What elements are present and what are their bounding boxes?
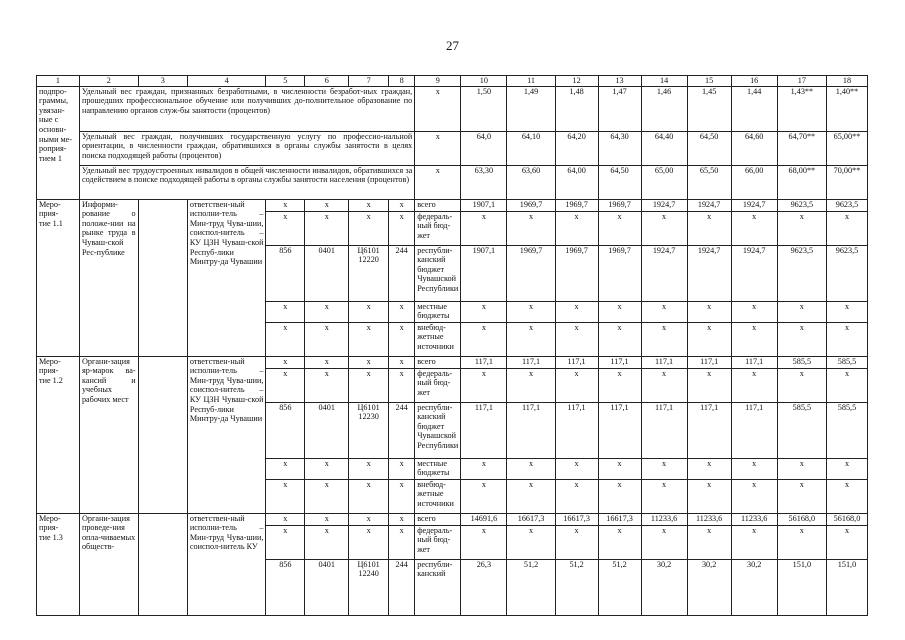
funding-value: x xyxy=(507,458,555,479)
measure-description: Органи-зация проведе-ния опла-чиваемых обществ- xyxy=(79,513,138,615)
funding-value: 585,5 xyxy=(777,402,826,458)
indicator-value: 64,0 xyxy=(461,131,507,165)
funding-value: 117,1 xyxy=(598,402,641,458)
funding-source: республи-канский xyxy=(415,559,461,615)
funding-value: x xyxy=(687,458,731,479)
indicator-mark: x xyxy=(415,165,461,199)
header-cell: 13 xyxy=(598,76,641,87)
budget-code: x xyxy=(305,513,349,525)
funding-value: 11233,6 xyxy=(687,513,731,525)
funding-value: x xyxy=(731,301,777,322)
measure-name: Меро- прия- тие 1.2 xyxy=(37,356,80,513)
funding-value: x xyxy=(641,458,687,479)
header-cell: 14 xyxy=(641,76,687,87)
budget-code: x xyxy=(266,368,305,402)
indicator-value: 1,45 xyxy=(687,86,731,131)
budget-code: 856 xyxy=(266,402,305,458)
funding-value: x xyxy=(777,479,826,513)
funding-value: 117,1 xyxy=(731,356,777,368)
indicator-value: 64,70** xyxy=(777,131,826,165)
indicator-value: 1,46 xyxy=(641,86,687,131)
funding-value: 9623,5 xyxy=(777,199,826,211)
measure-row xyxy=(37,513,868,525)
funding-value: x xyxy=(777,368,826,402)
funding-value: 16617,3 xyxy=(507,513,555,525)
indicator-value: 64,20 xyxy=(555,131,598,165)
indicator-value: 63,60 xyxy=(507,165,555,199)
budget-code: x xyxy=(349,199,389,211)
indicator-value: 64,50 xyxy=(687,131,731,165)
budget-code: x xyxy=(305,479,349,513)
budget-code: x xyxy=(305,322,349,356)
budget-code: x xyxy=(305,525,349,559)
funding-value: x xyxy=(731,322,777,356)
funding-value: x xyxy=(461,458,507,479)
budget-code: x xyxy=(389,322,415,356)
budget-code: 244 xyxy=(389,402,415,458)
funding-value: x xyxy=(507,322,555,356)
budget-code: x xyxy=(266,458,305,479)
funding-value: x xyxy=(826,479,867,513)
budget-code: x xyxy=(305,199,349,211)
funding-value: x xyxy=(777,322,826,356)
funding-value: 9623,5 xyxy=(777,245,826,301)
measure-empty xyxy=(138,199,187,356)
budget-code: x xyxy=(305,211,349,245)
budget-code: x xyxy=(349,211,389,245)
funding-value: 11233,6 xyxy=(641,513,687,525)
funding-value: x xyxy=(461,211,507,245)
funding-value: x xyxy=(555,301,598,322)
indicator-value: 64,00 xyxy=(555,165,598,199)
funding-value: 1969,7 xyxy=(507,199,555,211)
funding-value: x xyxy=(777,525,826,559)
funding-value: 1924,7 xyxy=(731,199,777,211)
budget-code: x xyxy=(305,356,349,368)
indicator-text: Удельный вес граждан, признанных безработными, в численности безработ-ных граждан, прошедших профессиональное обучение или получивших до-полнительное образование по направлению органов служ-бы занятости (процентов) xyxy=(79,86,414,131)
budget-code: x xyxy=(266,301,305,322)
header-cell: 17 xyxy=(777,76,826,87)
budget-code: x xyxy=(349,513,389,525)
indicator-value: 1,50 xyxy=(461,86,507,131)
funding-value: 51,2 xyxy=(598,559,641,615)
budget-code: x xyxy=(266,479,305,513)
funding-value: 51,2 xyxy=(555,559,598,615)
header-cell: 4 xyxy=(187,76,266,87)
header-cell: 12 xyxy=(555,76,598,87)
funding-value: 1924,7 xyxy=(641,199,687,211)
header-cell: 1 xyxy=(37,76,80,87)
funding-value: 585,5 xyxy=(826,402,867,458)
funding-value: x xyxy=(731,458,777,479)
measure-description: Органи-зация яр-марок ва-кансий и учебных рабочих мест xyxy=(79,356,138,513)
indicator-value: 1,47 xyxy=(598,86,641,131)
funding-value: x xyxy=(641,211,687,245)
funding-value: x xyxy=(826,322,867,356)
funding-value: 117,1 xyxy=(641,402,687,458)
funding-source: внебюд-жетные источники xyxy=(415,479,461,513)
funding-value: 585,5 xyxy=(777,356,826,368)
header-cell: 8 xyxy=(389,76,415,87)
header-cell: 9 xyxy=(415,76,461,87)
funding-value: x xyxy=(507,525,555,559)
funding-source: всего xyxy=(415,199,461,211)
funding-source: республи-канский бюджет Чувашской Республики xyxy=(415,402,461,458)
indicator-value: 70,00** xyxy=(826,165,867,199)
funding-source: местные бюджеты xyxy=(415,458,461,479)
budget-table xyxy=(36,75,868,616)
header-cell: 2 xyxy=(79,76,138,87)
funding-value: x xyxy=(598,368,641,402)
header-cell: 16 xyxy=(731,76,777,87)
funding-value: 1924,7 xyxy=(731,245,777,301)
funding-value: 30,2 xyxy=(687,559,731,615)
indicator-value: 64,40 xyxy=(641,131,687,165)
funding-value: x xyxy=(826,458,867,479)
indicator-value: 65,00 xyxy=(641,165,687,199)
page-number: 27 xyxy=(446,38,459,53)
subprogram-label: подпро- граммы, увязан- ные с основн- ными ме- роприя- тием 1 xyxy=(37,86,80,199)
budget-code: 0401 xyxy=(305,402,349,458)
funding-value: 1969,7 xyxy=(555,199,598,211)
budget-code: x xyxy=(349,322,389,356)
funding-value: x xyxy=(598,458,641,479)
funding-source: федераль-ный бюд-жет xyxy=(415,211,461,245)
funding-value: x xyxy=(461,479,507,513)
funding-value: x xyxy=(598,301,641,322)
funding-value: x xyxy=(641,368,687,402)
budget-code: x xyxy=(266,525,305,559)
funding-value: 117,1 xyxy=(641,356,687,368)
indicator-value: 64,60 xyxy=(731,131,777,165)
indicator-value: 64,50 xyxy=(598,165,641,199)
funding-value: 117,1 xyxy=(687,402,731,458)
indicator-value: 68,00** xyxy=(777,165,826,199)
indicator-text: Удельный вес трудоустроенных инвалидов в общей численности инвалидов, обратившихся за содействием в поиске подходящей работы в органы службы занятости населения (процентов) xyxy=(79,165,414,199)
funding-value: 51,2 xyxy=(507,559,555,615)
measure-row xyxy=(37,199,868,211)
budget-code: x xyxy=(266,199,305,211)
indicator-value: 63,30 xyxy=(461,165,507,199)
indicator-value: 65,00** xyxy=(826,131,867,165)
budget-code: x xyxy=(349,525,389,559)
funding-value: 151,0 xyxy=(826,559,867,615)
funding-value: x xyxy=(777,458,826,479)
funding-value: 16617,3 xyxy=(598,513,641,525)
budget-code: x xyxy=(389,199,415,211)
measure-empty xyxy=(138,356,187,513)
funding-value: x xyxy=(687,301,731,322)
funding-value: 1924,7 xyxy=(687,245,731,301)
indicator-value: 66,00 xyxy=(731,165,777,199)
measure-name: Меро- прия- тие 1.3 xyxy=(37,513,80,615)
funding-value: 117,1 xyxy=(555,402,598,458)
funding-value: x xyxy=(777,301,826,322)
measure-executor: ответствен-ный исполни-тель – Мин-труд Чува-шии, соиспол-нитель – КУ ЦЗН Чуваш-ской Респуб-лики Минтру-да Чувашии xyxy=(187,356,266,513)
funding-value: x xyxy=(461,322,507,356)
indicator-mark: x xyxy=(415,86,461,131)
indicator-value: 65,50 xyxy=(687,165,731,199)
measure-executor: ответствен-ный исполни-тель – Мин-труд Чува-шии, соиспол-нитель – КУ ЦЗН Чуваш-ской Респуб-лики Минтру-да Чувашии xyxy=(187,199,266,356)
funding-value: 30,2 xyxy=(641,559,687,615)
indicator-value: 64,30 xyxy=(598,131,641,165)
header-cell: 3 xyxy=(138,76,187,87)
budget-code: x xyxy=(305,368,349,402)
funding-value: x xyxy=(555,479,598,513)
budget-code: 856 xyxy=(266,559,305,615)
funding-value: x xyxy=(507,479,555,513)
header-cell: 6 xyxy=(305,76,349,87)
funding-value: 117,1 xyxy=(731,402,777,458)
funding-value: 1969,7 xyxy=(555,245,598,301)
indicator-text: Удельный вес граждан, получивших государственную услугу по профессио-нальной ориентации, в численности граждан, обратившихся в органы службы занятости в целях поиска подходящей работы (процентов) xyxy=(79,131,414,165)
funding-value: 30,2 xyxy=(731,559,777,615)
indicator-value: 1,49 xyxy=(507,86,555,131)
budget-code: x xyxy=(266,513,305,525)
funding-value: 56168,0 xyxy=(777,513,826,525)
budget-code: x xyxy=(389,301,415,322)
funding-value: x xyxy=(555,211,598,245)
indicator-value: 1,40** xyxy=(826,86,867,131)
indicator-value: 1,44 xyxy=(731,86,777,131)
funding-value: x xyxy=(641,322,687,356)
budget-code: x xyxy=(389,458,415,479)
funding-value: 585,5 xyxy=(826,356,867,368)
indicator-value: 64,10 xyxy=(507,131,555,165)
funding-value: x xyxy=(687,479,731,513)
budget-code: x xyxy=(305,458,349,479)
funding-value: 14691,6 xyxy=(461,513,507,525)
funding-value: x xyxy=(641,301,687,322)
header-cell: 5 xyxy=(266,76,305,87)
funding-source: внебюд-жетные источники xyxy=(415,322,461,356)
funding-value: 117,1 xyxy=(555,356,598,368)
budget-code: x xyxy=(266,356,305,368)
indicator-value: 1,48 xyxy=(555,86,598,131)
budget-code: x xyxy=(266,211,305,245)
funding-value: 1907,1 xyxy=(461,199,507,211)
funding-value: 117,1 xyxy=(507,402,555,458)
funding-value: x xyxy=(507,301,555,322)
header-cell: 11 xyxy=(507,76,555,87)
funding-value: x xyxy=(598,322,641,356)
funding-value: x xyxy=(555,322,598,356)
funding-value: 1907,1 xyxy=(461,245,507,301)
funding-source: местные бюджеты xyxy=(415,301,461,322)
indicator-row xyxy=(37,131,868,165)
budget-code: 244 xyxy=(389,245,415,301)
funding-value: x xyxy=(555,525,598,559)
funding-value: 16617,3 xyxy=(555,513,598,525)
funding-value: 117,1 xyxy=(598,356,641,368)
funding-value: 56168,0 xyxy=(826,513,867,525)
funding-value: x xyxy=(461,525,507,559)
funding-value: x xyxy=(687,525,731,559)
funding-value: x xyxy=(555,458,598,479)
funding-value: 1969,7 xyxy=(598,199,641,211)
funding-value: x xyxy=(461,368,507,402)
budget-code: x xyxy=(389,368,415,402)
funding-value: 117,1 xyxy=(507,356,555,368)
funding-value: x xyxy=(731,368,777,402)
funding-value: x xyxy=(598,479,641,513)
budget-code: Ц6101 12220 xyxy=(349,245,389,301)
funding-value: 1969,7 xyxy=(598,245,641,301)
budget-code: 0401 xyxy=(305,559,349,615)
measure-row xyxy=(37,356,868,368)
header-cell: 18 xyxy=(826,76,867,87)
budget-code: x xyxy=(349,301,389,322)
budget-code: 244 xyxy=(389,559,415,615)
budget-code: x xyxy=(266,322,305,356)
measure-executor: ответствен-ный исполни-тель – Мин-труд Чува-шии, соиспол-нитель КУ xyxy=(187,513,266,615)
funding-value: x xyxy=(826,368,867,402)
funding-value: 117,1 xyxy=(461,402,507,458)
funding-value: x xyxy=(826,301,867,322)
header-cell: 10 xyxy=(461,76,507,87)
budget-code: x xyxy=(349,479,389,513)
funding-source: федераль-ный бюд-жет xyxy=(415,368,461,402)
funding-value: x xyxy=(731,211,777,245)
measure-name: Меро- прия- тие 1.1 xyxy=(37,199,80,356)
funding-value: x xyxy=(641,525,687,559)
indicator-value: 1,43** xyxy=(777,86,826,131)
funding-value: x xyxy=(826,211,867,245)
budget-code: 0401 xyxy=(305,245,349,301)
measure-empty xyxy=(138,513,187,615)
funding-value: x xyxy=(507,368,555,402)
funding-value: 1969,7 xyxy=(507,245,555,301)
budget-code: x xyxy=(389,211,415,245)
indicator-mark: x xyxy=(415,131,461,165)
budget-code: x xyxy=(389,479,415,513)
funding-value: x xyxy=(641,479,687,513)
funding-value: 117,1 xyxy=(461,356,507,368)
funding-source: федераль-ный бюд-жет xyxy=(415,525,461,559)
budget-code: Ц6101 12240 xyxy=(349,559,389,615)
indicator-row xyxy=(37,86,868,131)
budget-code: x xyxy=(305,301,349,322)
budget-code: x xyxy=(349,368,389,402)
funding-source: республи-канский бюджет Чувашской Республики xyxy=(415,245,461,301)
funding-value: 11233,6 xyxy=(731,513,777,525)
funding-value: 117,1 xyxy=(687,356,731,368)
funding-value: x xyxy=(731,525,777,559)
funding-value: x xyxy=(687,322,731,356)
header-row xyxy=(37,76,868,87)
header-cell: 15 xyxy=(687,76,731,87)
funding-value: x xyxy=(598,211,641,245)
measure-description: Информи-рование о положе-нии на рынке труда в Чуваш-ской Рес-публике xyxy=(79,199,138,356)
funding-value: x xyxy=(461,301,507,322)
funding-value: 26,3 xyxy=(461,559,507,615)
budget-code: 856 xyxy=(266,245,305,301)
budget-code: Ц6101 12230 xyxy=(349,402,389,458)
funding-value: 151,0 xyxy=(777,559,826,615)
funding-value: x xyxy=(826,525,867,559)
funding-value: x xyxy=(777,211,826,245)
header-cell: 7 xyxy=(349,76,389,87)
funding-value: x xyxy=(687,368,731,402)
funding-source: всего xyxy=(415,513,461,525)
funding-value: x xyxy=(507,211,555,245)
budget-code: x xyxy=(389,513,415,525)
budget-code: x xyxy=(349,458,389,479)
funding-source: всего xyxy=(415,356,461,368)
budget-code: x xyxy=(389,525,415,559)
funding-value: 9623,5 xyxy=(826,199,867,211)
indicator-row xyxy=(37,165,868,199)
funding-value: x xyxy=(687,211,731,245)
funding-value: x xyxy=(598,525,641,559)
funding-value: x xyxy=(555,368,598,402)
funding-value: 9623,5 xyxy=(826,245,867,301)
budget-code: x xyxy=(389,356,415,368)
funding-value: 1924,7 xyxy=(641,245,687,301)
funding-value: x xyxy=(731,479,777,513)
funding-value: 1924,7 xyxy=(687,199,731,211)
budget-code: x xyxy=(349,356,389,368)
